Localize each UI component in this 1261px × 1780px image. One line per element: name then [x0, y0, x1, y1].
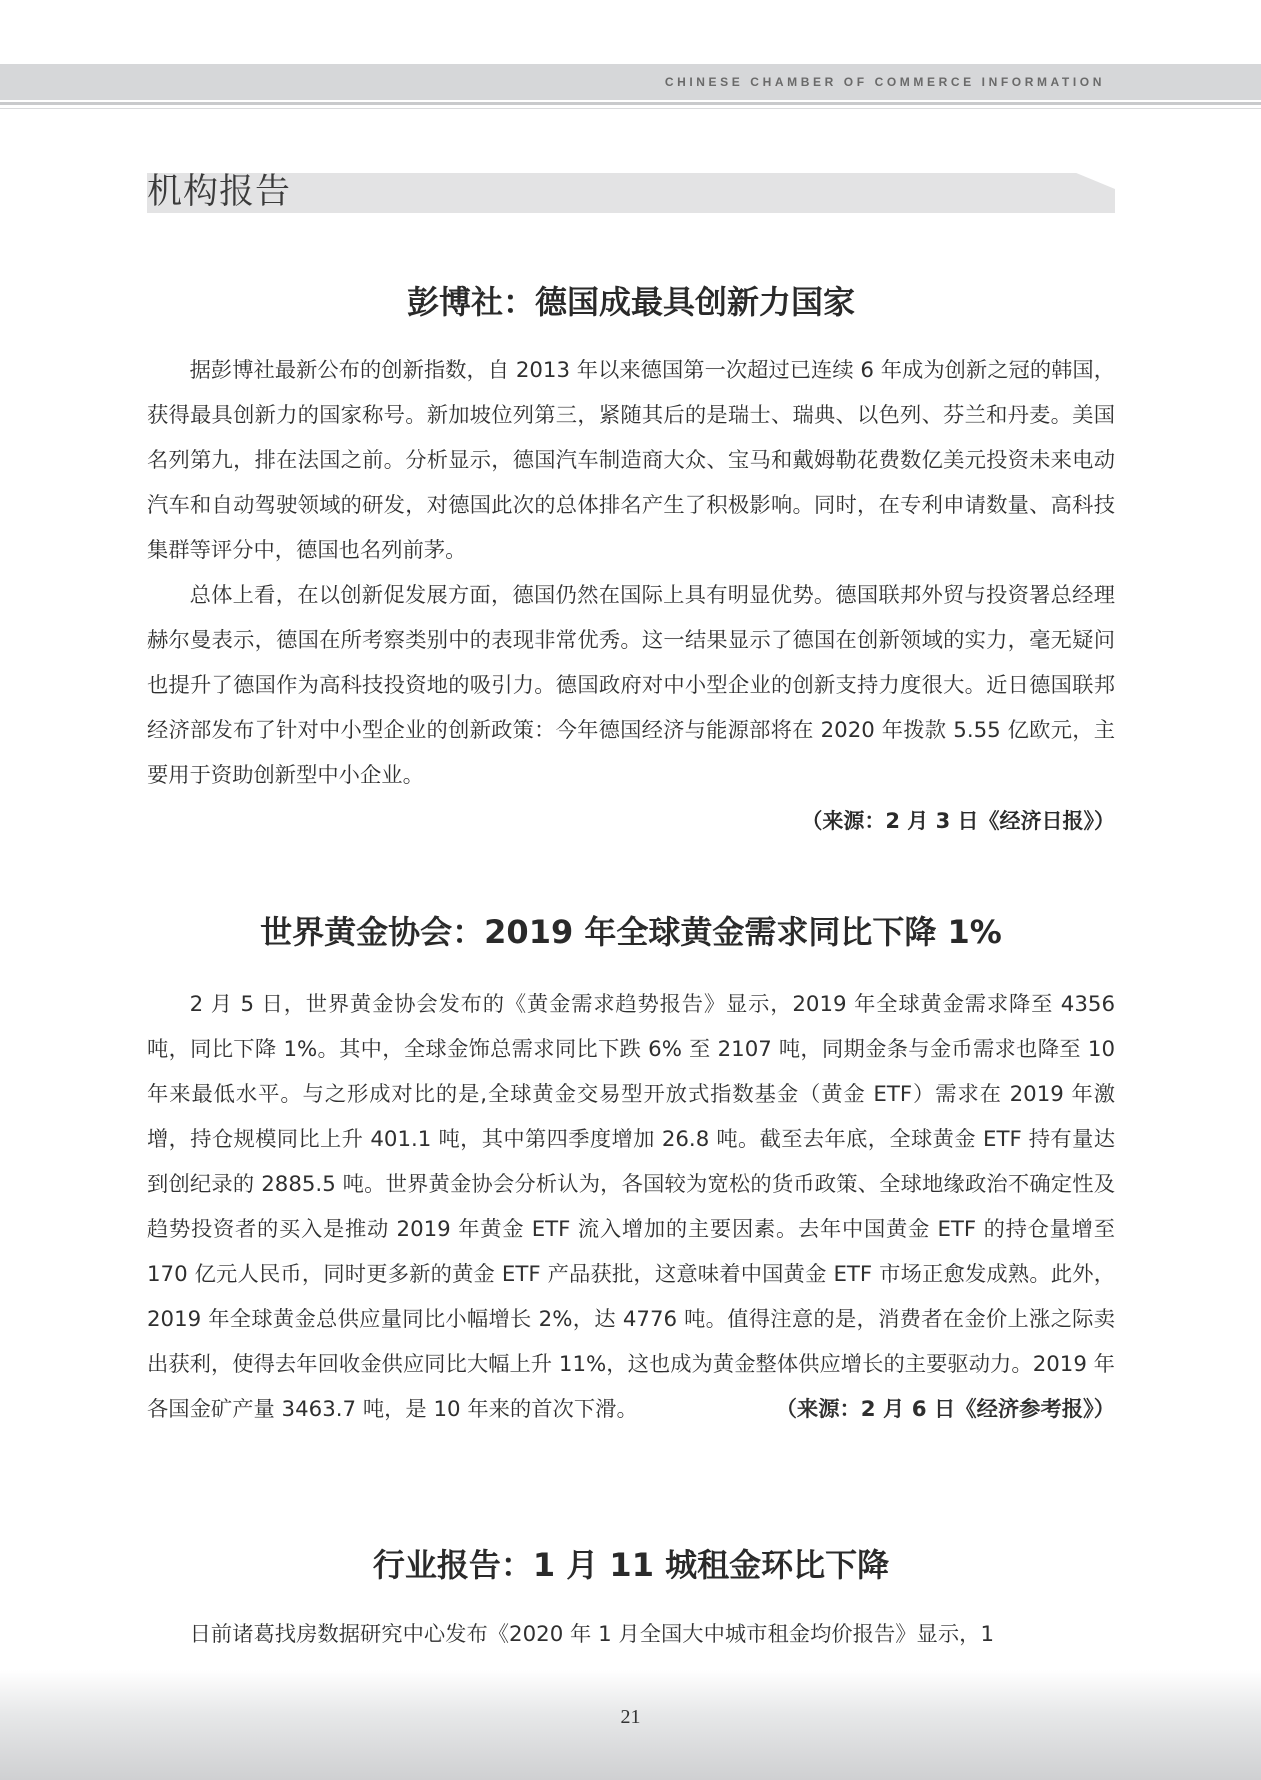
article-paragraph: 据彭博社最新公布的创新指数，自 2013 年以来德国第一次超过已连续 6 年成为创新之冠的韩国，获得最具创新力的国家称号。新加坡位列第三，紧随其后的是瑞士、瑞典、以色列、芬兰和丹麦。美国名列第九，排在法国之前。分析显示，德国汽车制造商大众、宝马和戴姆勒花费数亿美元投资未来电动汽车和自动驾驶领域的研发，对德国此次的总体排名产生了积极影响。同时，在专利申请数量、高科技集群等评分中，德国也名列前茅。	[147, 358, 1116, 563]
page-number: 21	[620, 1706, 641, 1728]
article-paragraph-text: 2 月 5 日，世界黄金协会发布的《黄金需求趋势报告》显示，2019 年全球黄金需求降至 4356 吨，同比下降 1%。其中，全球金饰总需求同比下跌 6% 至 2107 吨，同期金条与金币需求也降至 10 年来最低水平。与之形成对比的是,全球黄金交易型开放式指数基金（黄金 ETF）需求在 2019 年激增，持仓规模同比上升 401.1 吨，其中第四季度增加 26.8 吨。截至去年底，全球黄金 ETF 持有量达到创纪录的 2885.5 吨。世界黄金协会分析认为，各国较为宽松的货币政策、全球地缘政治不确定性及趋势投资者的买入是推动 2019 年黄金 ETF 流入增加的主要因素。去年中国黄金 ETF 的持仓量增至 170 亿元人民币，同时更多新的黄金 ETF 产品获批，这意味着中国黄金 ETF 市场正愈发成熟。此外，2019 年全球黄金总供应量同比小幅增长 2%，达 4776 吨。值得注意的是，消费者在金价上涨之际卖出获利，使得去年回收金供应同比大幅上升 11%，这也成为黄金整体供应增长的主要驱动力。2019 年各国金矿产量 3463.7 吨，是 10 年来的首次下滑。	[147, 992, 1115, 1422]
section-banner	[147, 173, 1115, 213]
section-title: 机构报告	[147, 172, 292, 212]
article-paragraph	[147, 982, 1115, 1432]
article-title: 彭博社：德国成最具创新力国家	[406, 283, 855, 321]
article-paragraph: 日前诸葛找房数据研究中心发布《2020 年 1 月全国大中城市租金均价报告》显示，1	[189, 1622, 995, 1647]
article-title: 行业报告：1 月 11 城租金环比下降	[372, 1546, 890, 1584]
header-title: CHINESE CHAMBER OF COMMERCE INFORMATION	[664, 75, 1105, 89]
article-title: 世界黄金协会：2019 年全球黄金需求同比下降 1%	[260, 913, 1002, 951]
article-paragraph: 总体上看，在以创新促发展方面，德国仍然在国际上具有明显优势。德国联邦外贸与投资署总经理赫尔曼表示，德国在所考察类别中的表现非常优秀。这一结果显示了德国在创新领域的实力，毫无疑问也提升了德国作为高科技投资地的吸引力。德国政府对中小型企业的创新支持力度很大。近日德国联邦经济部发布了针对中小型企业的创新政策：今年德国经济与能源部将在 2020 年拨款 5.55 亿欧元，主要用于资助创新型中小企业。	[147, 583, 1115, 788]
article-source: （来源：2 月 6 日《经济参考报》）	[775, 1397, 1115, 1422]
article-body	[147, 1612, 1115, 1657]
article-body	[147, 348, 1115, 798]
header-divider	[0, 102, 1261, 105]
article-body	[147, 982, 1115, 1432]
header-divider-thin	[0, 108, 1261, 109]
article-source: （来源：2 月 3 日《经济日报》）	[801, 809, 1115, 833]
